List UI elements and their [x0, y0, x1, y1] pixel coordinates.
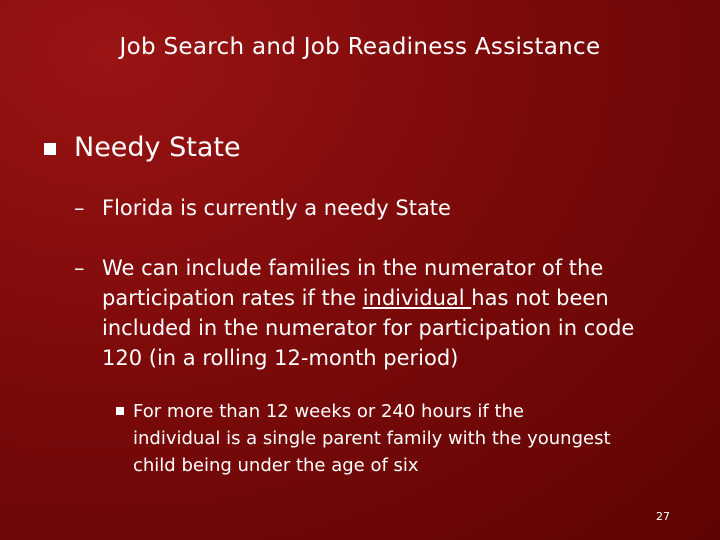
- text-part: has not been included in the numerator for participation in code 120 (in a rolling 12-month period): [102, 286, 635, 370]
- square-bullet-icon: [116, 407, 124, 415]
- text-part: We can include families in the numerator of the participation rates if the: [102, 256, 604, 310]
- underlined-word: individual: [362, 286, 472, 310]
- page-number: 27: [656, 510, 670, 523]
- bullet-label: Needy State: [74, 132, 241, 163]
- square-bullet-icon: [44, 143, 56, 155]
- sub-bullet-text: Florida is currently a needy State: [102, 196, 451, 220]
- sub-bullet-text: [74, 253, 664, 373]
- bullet-needy-state: [44, 132, 241, 163]
- sub-bullet-florida: [74, 193, 674, 223]
- slide-title: Job Search and Job Readiness Assistance: [119, 34, 601, 60]
- sub-sub-bullet: [116, 398, 616, 479]
- dash-bullet-icon: –: [74, 196, 85, 220]
- sub-bullet-numerator: [74, 253, 664, 373]
- dash-bullet-icon: –: [74, 256, 85, 280]
- sub-sub-bullet-text: For more than 12 weeks or 240 hours if the individual is a single parent family with the youngest child being under the age of six: [133, 401, 611, 476]
